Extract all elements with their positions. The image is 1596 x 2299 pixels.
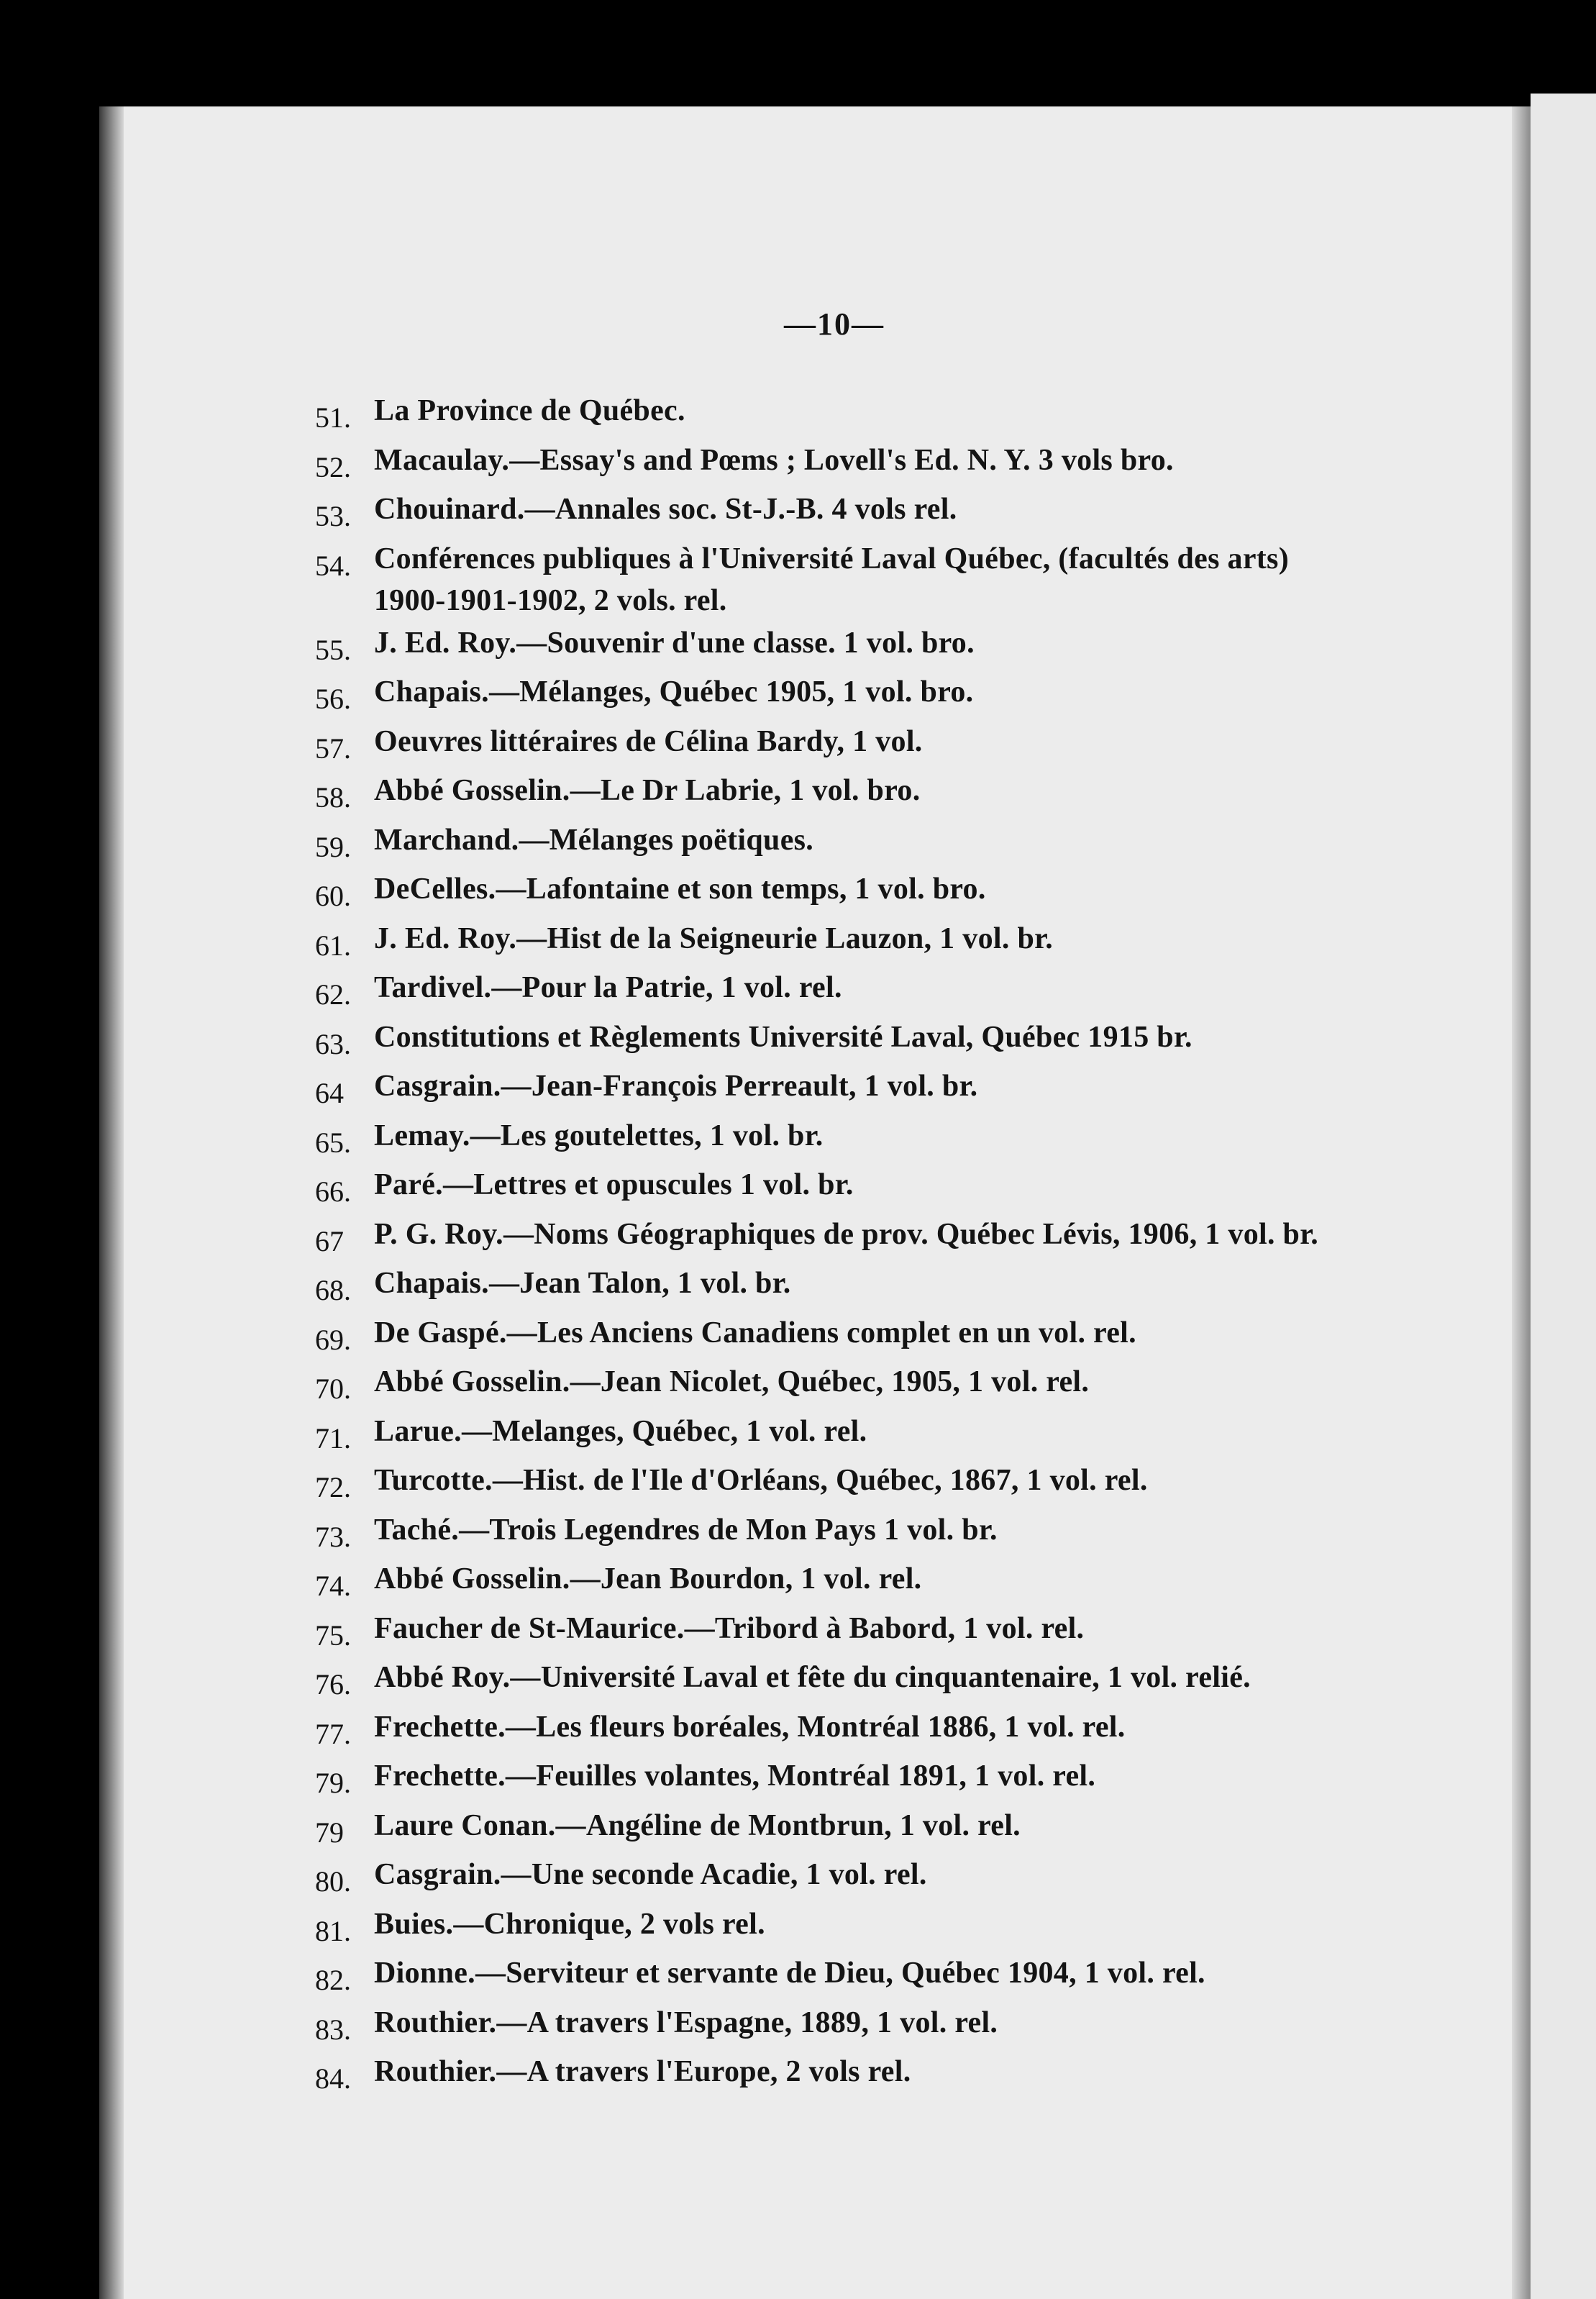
list-item — [315, 1115, 1365, 1165]
entry-text: Oeuvres littéraires de Célina Bardy, 1 vol. — [374, 724, 923, 758]
entry-text: Chapais.—Mélanges, Québec 1905, 1 vol. bro. — [374, 675, 974, 709]
list-item — [315, 671, 1365, 721]
entry-text: Taché.—Trois Legendres de Mon Pays 1 vol. br. — [374, 1513, 998, 1547]
entry-text: P. G. Roy.—Noms Géographiques de prov. Québec Lévis, 1906, 1 vol. br. — [374, 1217, 1319, 1251]
list-item — [315, 1312, 1365, 1362]
entry-text: Abbé Gosselin.—Le Dr Labrie, 1 vol. bro. — [374, 774, 921, 807]
entry-number: 79. — [315, 1767, 351, 1799]
entry-text: Macaulay.—Essay's and Pœms ; Lovell's Ed. N. Y. 3 vols bro. — [374, 443, 1174, 477]
page-gutter — [99, 106, 124, 2299]
entry-text: De Gaspé.—Les Anciens Canadiens complet en un vol. rel. — [374, 1316, 1136, 1349]
list-item — [315, 1016, 1365, 1066]
list-item — [315, 770, 1365, 819]
list-item — [315, 1460, 1365, 1509]
entry-number: 73. — [315, 1520, 351, 1553]
list-item — [315, 1903, 1365, 1953]
entry-text: Lemay.—Les goutelettes, 1 vol. br. — [374, 1119, 824, 1152]
page-edge-shadow — [1512, 106, 1531, 2299]
entry-text: Casgrain.—Jean-François Perreault, 1 vol. br. — [374, 1070, 978, 1103]
entry-number: 58. — [315, 781, 351, 814]
entry-number: 80. — [315, 1865, 351, 1898]
entry-number: 64 — [315, 1077, 344, 1109]
entry-text: Dionne.—Serviteur et servante de Dieu, Québec 1904, 1 vol. rel. — [374, 1957, 1205, 1990]
entry-number: 66. — [315, 1175, 351, 1208]
entry-number: 69. — [315, 1323, 351, 1356]
entry-number: 74. — [315, 1570, 351, 1602]
list-item — [315, 1361, 1365, 1411]
entry-number: 62. — [315, 978, 351, 1011]
list-item — [315, 622, 1365, 672]
entry-text: Laure Conan.—Angéline de Montbrun, 1 vol. rel. — [374, 1808, 1021, 1842]
entry-number: 65. — [315, 1126, 351, 1159]
list-item — [315, 1509, 1365, 1559]
entry-number: 72. — [315, 1471, 351, 1503]
list-item — [315, 868, 1365, 918]
page-number: —10— — [784, 306, 885, 342]
list-item — [315, 1805, 1365, 1854]
entry-text: Turcotte.—Hist. de l'Ile d'Orléans, Québec, 1867, 1 vol. rel. — [374, 1464, 1148, 1497]
entry-number: 79 — [315, 1816, 344, 1849]
entry-text: J. Ed. Roy.—Souvenir d'une classe. 1 vol. bro. — [374, 626, 975, 660]
entry-number: 81. — [315, 1914, 351, 1947]
entry-text: Routhier.—A travers l'Espagne, 1889, 1 vol. rel. — [374, 2006, 998, 2039]
entry-number: 68. — [315, 1274, 351, 1306]
list-item — [315, 488, 1365, 538]
entry-number: 77. — [315, 1717, 351, 1750]
entry-number: 52. — [315, 450, 351, 483]
list-item — [315, 918, 1365, 968]
entry-text: La Province de Québec. — [374, 394, 685, 427]
entry-number: 83. — [315, 2013, 351, 2046]
entry-text: Frechette.—Les fleurs boréales, Montréal 1886, 1 vol. rel. — [374, 1710, 1126, 1744]
list-item — [315, 1657, 1365, 1706]
entry-text: Frechette.—Feuilles volantes, Montréal 1891, 1 vol. rel. — [374, 1759, 1096, 1793]
list-item — [315, 1214, 1365, 1263]
entry-text: Conférences publiques à l'Université Laval Québec, (facultés des arts) 1900-1901-1902, 2 vols. rel. — [374, 542, 1289, 617]
entry-text: Paré.—Lettres et opuscules 1 vol. br. — [374, 1168, 854, 1201]
entry-text: Abbé Gosselin.—Jean Bourdon, 1 vol. rel. — [374, 1562, 922, 1595]
entry-text: Abbé Roy.—Université Laval et fête du cinquantenaire, 1 vol. relié. — [374, 1661, 1251, 1694]
list-item — [315, 440, 1365, 489]
entry-number: 75. — [315, 1619, 351, 1652]
entry-number: 61. — [315, 929, 351, 962]
entry-number: 76. — [315, 1668, 351, 1701]
list-item — [315, 538, 1365, 622]
list-item — [315, 1411, 1365, 1460]
list-item — [315, 1065, 1365, 1115]
entry-number: 51. — [315, 401, 351, 434]
entry-number: 54. — [315, 549, 351, 582]
entry-number: 70. — [315, 1372, 351, 1405]
entry-number: 63. — [315, 1027, 351, 1060]
list-item — [315, 967, 1365, 1016]
entry-number: 59. — [315, 830, 351, 863]
entry-text: Buies.—Chronique, 2 vols rel. — [374, 1907, 765, 1941]
entry-number: 67 — [315, 1224, 344, 1257]
entry-text: Chouinard.—Annales soc. St-J.-B. 4 vols rel. — [374, 493, 957, 526]
entry-text: Constitutions et Règlements Université Laval, Québec 1915 br. — [374, 1020, 1193, 1054]
entry-text: Routhier.—A travers l'Europe, 2 vols rel. — [374, 2055, 911, 2088]
list-item — [315, 721, 1365, 770]
entry-text: Chapais.—Jean Talon, 1 vol. br. — [374, 1267, 791, 1300]
entry-text: Marchand.—Mélanges poëtiques. — [374, 823, 814, 857]
book-list — [315, 390, 1365, 2100]
entry-text: Faucher de St-Maurice.—Tribord à Babord, 1 vol. rel. — [374, 1611, 1085, 1645]
list-item — [315, 1952, 1365, 2002]
entry-number: 55. — [315, 633, 351, 666]
entry-number: 71. — [315, 1421, 351, 1454]
list-item — [315, 2051, 1365, 2100]
entry-text: Abbé Gosselin.—Jean Nicolet, Québec, 1905, 1 vol. rel. — [374, 1365, 1090, 1398]
entry-number: 53. — [315, 500, 351, 532]
list-item — [315, 390, 1365, 440]
list-item — [315, 1262, 1365, 1312]
entry-number: 84. — [315, 2062, 351, 2095]
entry-text: Casgrain.—Une seconde Acadie, 1 vol. rel. — [374, 1858, 927, 1891]
entry-text: J. Ed. Roy.—Hist de la Seigneurie Lauzon, 1 vol. br. — [374, 921, 1053, 955]
list-item — [315, 1558, 1365, 1608]
list-item — [315, 1608, 1365, 1657]
list-item — [315, 1854, 1365, 1903]
list-item — [315, 819, 1365, 869]
list-item — [315, 1164, 1365, 1214]
entry-number: 57. — [315, 732, 351, 765]
entry-text: Larue.—Melanges, Québec, 1 vol. rel. — [374, 1414, 867, 1448]
entry-text: DeCelles.—Lafontaine et son temps, 1 vol. bro. — [374, 873, 986, 906]
list-item — [315, 2002, 1365, 2052]
entry-text: Tardivel.—Pour la Patrie, 1 vol. rel. — [374, 971, 842, 1004]
facing-page-edge — [1531, 94, 1596, 2299]
list-item — [315, 1706, 1365, 1756]
entry-number: 56. — [315, 683, 351, 715]
list-item — [315, 1755, 1365, 1805]
entry-number: 60. — [315, 880, 351, 912]
entry-number: 82. — [315, 1964, 351, 1996]
